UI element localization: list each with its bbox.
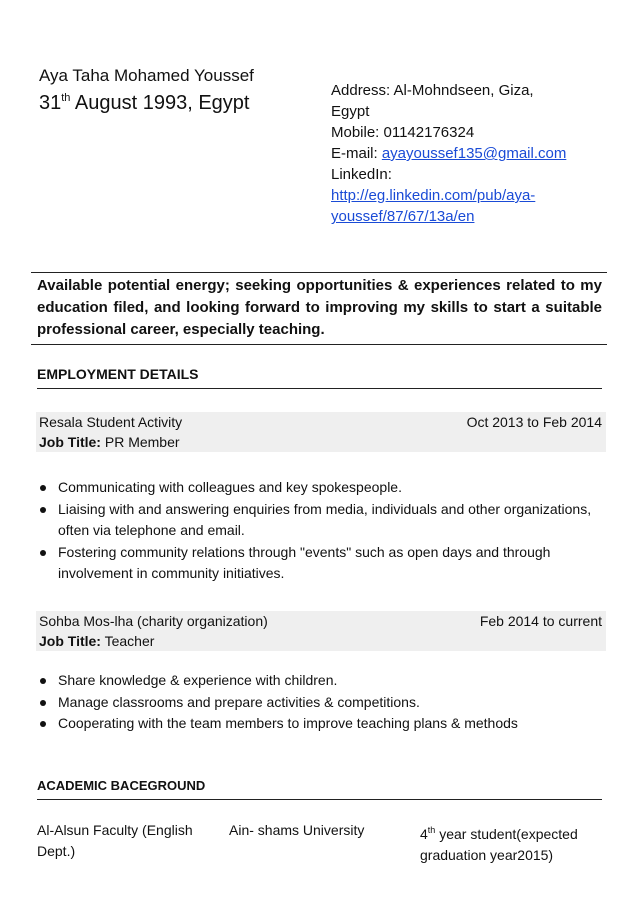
academic-section-title: ACADEMIC BACEGROUND [37, 778, 602, 800]
job-title-label: Job Title: [39, 633, 101, 649]
job-dates: Feb 2014 to current [479, 613, 602, 629]
academic-year [420, 820, 600, 866]
academic-university: Ain- shams University [229, 822, 365, 838]
employment-section-title: EMPLOYMENT DETAILS [37, 366, 602, 389]
dob-day: 31 [39, 92, 62, 114]
dob-suffix: th [61, 92, 71, 104]
year-number: 4 [420, 826, 428, 842]
job-title: PR Member [100, 434, 180, 450]
job-2-duties [36, 670, 601, 735]
linkedin-link-line-2[interactable]: youssef/87/67/13a/en [331, 208, 475, 225]
linkedin-label: LinkedIn: [331, 166, 392, 183]
linkedin-link-line-1[interactable]: http://eg.linkedin.com/pub/aya- [331, 187, 536, 204]
job-title-label: Job Title: [39, 434, 101, 450]
job-org: Sohba Mos-lha (charity organization) [39, 613, 268, 629]
job-dates: Oct 2013 to Feb 2014 [466, 414, 602, 430]
year-suffix: th [427, 825, 436, 835]
job-org: Resala Student Activity [39, 414, 183, 430]
job-header-1 [36, 412, 606, 452]
email-row [331, 143, 601, 164]
job-1-duties [36, 477, 601, 585]
email-label: E-mail: [331, 145, 382, 162]
job-title: Teacher [100, 633, 155, 649]
date-of-birth [39, 92, 249, 115]
list-item: Cooperating with the team members to improve teaching plans & methods [36, 713, 601, 735]
contact-block [331, 80, 601, 227]
list-item: Fostering community relations through "events" such as open days and through involvement in community initiatives. [36, 542, 601, 585]
full-name: Aya Taha Mohamed Youssef [39, 66, 254, 85]
objective-statement: Available potential energy; seeking opportunities & experiences related to my education filed, and looking forward to improving my skills to start a suitable professional career, especially teaching. [31, 272, 607, 345]
address-line-1: Address: Al-Mohndseen, Giza, [331, 82, 534, 99]
year-rest: year student(expected graduation year2015) [420, 826, 578, 863]
list-item: Share knowledge & experience with children. [36, 670, 601, 692]
list-item: Communicating with colleagues and key spokespeople. [36, 477, 601, 499]
list-item: Manage classrooms and prepare activities & competitions. [36, 692, 601, 714]
list-item: Liaising with and answering enquiries from media, individuals and other organizations, often via telephone and email. [36, 499, 601, 542]
email-link[interactable]: ayayoussef135@gmail.com [381, 145, 567, 162]
mobile: Mobile: 01142176324 [331, 124, 475, 141]
dob-rest: August 1993, Egypt [70, 92, 250, 114]
job-header-2 [36, 611, 606, 651]
address-line-2: Egypt [331, 103, 370, 120]
academic-faculty: Al-Alsun Faculty (English Dept.) [37, 822, 193, 859]
